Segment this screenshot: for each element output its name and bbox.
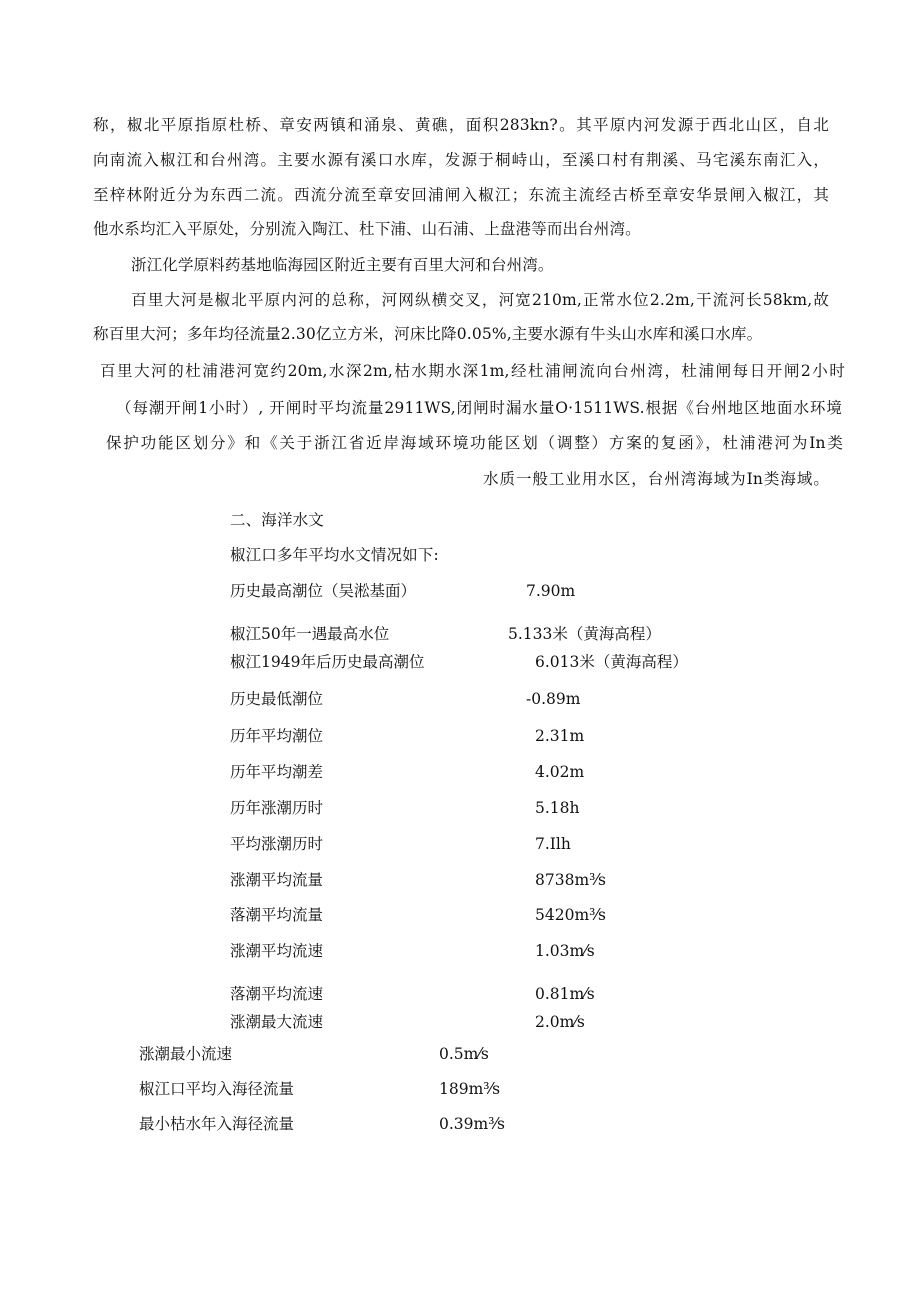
- paragraph-3-line: 称百里大河；多年均径流量2.30亿立方米，河床比降0.05%,主要水源有牛头山水库和溪口水库。: [93, 325, 763, 343]
- paragraph-1-line: 称，椒北平原指原杜桥、章安两镇和涌泉、黄礁，面积283kn?。其平原内河发源于西北山区，自北: [93, 116, 829, 134]
- row-value: 4.02m: [535, 763, 585, 781]
- paragraph-1-line: 他水系均汇入平原处，分别流入陶江、杜下浦、山石浦、上盘港等而出台州湾。: [93, 220, 641, 238]
- row-value: 5.133米（黄海高程）: [508, 625, 661, 643]
- row-label: 历年涨潮历时: [230, 799, 324, 817]
- paragraph-1-line: 至梓林附近分为东西二流。西流分流至章安回浦闸入椒江；东流主流经古桥至章安华景闸入椒江，其: [93, 186, 829, 204]
- row-label: 落潮平均流速: [230, 985, 324, 1003]
- row-label: 历史最低潮位: [230, 690, 324, 708]
- row-value: 7.90m: [526, 582, 576, 600]
- section-intro: 椒江口多年平均水文情况如下:: [230, 546, 439, 564]
- row-value: 189m³⁄s: [439, 1080, 501, 1098]
- row-label: 椒江口平均入海径流量: [139, 1080, 295, 1098]
- row-value: -0.89m: [526, 690, 581, 708]
- row-value: 0.81m⁄s: [535, 985, 595, 1003]
- paragraph-2: 浙江化学原料药基地临海园区附近主要有百里大河和台州湾。: [131, 256, 554, 274]
- row-label: 历史最高潮位（吴淞基面）: [230, 582, 417, 600]
- row-label: 涨潮平均流速: [230, 942, 324, 960]
- paragraph-4-line: 水质一般工业用水区，台州湾海域为In类海域。: [483, 470, 829, 488]
- row-value: 2.0m⁄s: [535, 1013, 585, 1031]
- row-value: 2.31m: [535, 727, 585, 745]
- paragraph-1-line: 向南流入椒江和台州湾。主要水源有溪口水库，发源于桐峙山，至溪口村有荆溪、马宅溪东南汇入，: [93, 151, 829, 169]
- row-value: 5.18h: [535, 799, 580, 817]
- row-value: 0.5m⁄s: [439, 1045, 489, 1063]
- paragraph-4-line: （每潮开闸1小时）, 开闸时平均流量2911WS,闭闸时漏水量O·1511WS.根据《台州地区地面水环境: [116, 399, 842, 417]
- row-label: 涨潮平均流量: [230, 871, 324, 889]
- row-value: 1.03m⁄s: [535, 942, 595, 960]
- row-label: 落潮平均流量: [230, 906, 324, 924]
- row-value: 0.39m³⁄s: [439, 1115, 505, 1133]
- row-label: 椒江1949年后历史最高潮位: [230, 653, 425, 671]
- row-label: 历年平均潮位: [230, 727, 324, 745]
- row-value: 6.013米（黄海高程）: [535, 653, 688, 671]
- paragraph-4-line: 保护功能区划分》和《关于浙江省近岸海域环境功能区划（调整）方案的复函》，杜浦港河为In类: [106, 434, 843, 452]
- row-label: 历年平均潮差: [230, 763, 324, 781]
- row-label: 涨潮最大流速: [230, 1013, 324, 1031]
- row-label: 椒江50年一遇最高水位: [230, 625, 390, 643]
- row-label: 平均涨潮历时: [230, 835, 324, 853]
- row-value: 7.Ilh: [535, 835, 571, 853]
- row-label: 涨潮最小流速: [139, 1045, 233, 1063]
- paragraph-3-line: 百里大河是椒北平原内河的总称，河网纵横交叉，河宽210m,正常水位2.2m,干流河长58km,故: [131, 291, 829, 309]
- section-heading: 二、海洋水文: [230, 511, 324, 529]
- row-value: 8738m³⁄s: [535, 871, 606, 889]
- paragraph-4-line: 百里大河的杜浦港河宽约20m,水深2m,枯水期水深1m,经杜浦闸流向台州湾，杜浦闸每日开闸2小时: [100, 362, 845, 380]
- row-label: 最小枯水年入海径流量: [139, 1115, 295, 1133]
- row-value: 5420m³⁄s: [535, 906, 606, 924]
